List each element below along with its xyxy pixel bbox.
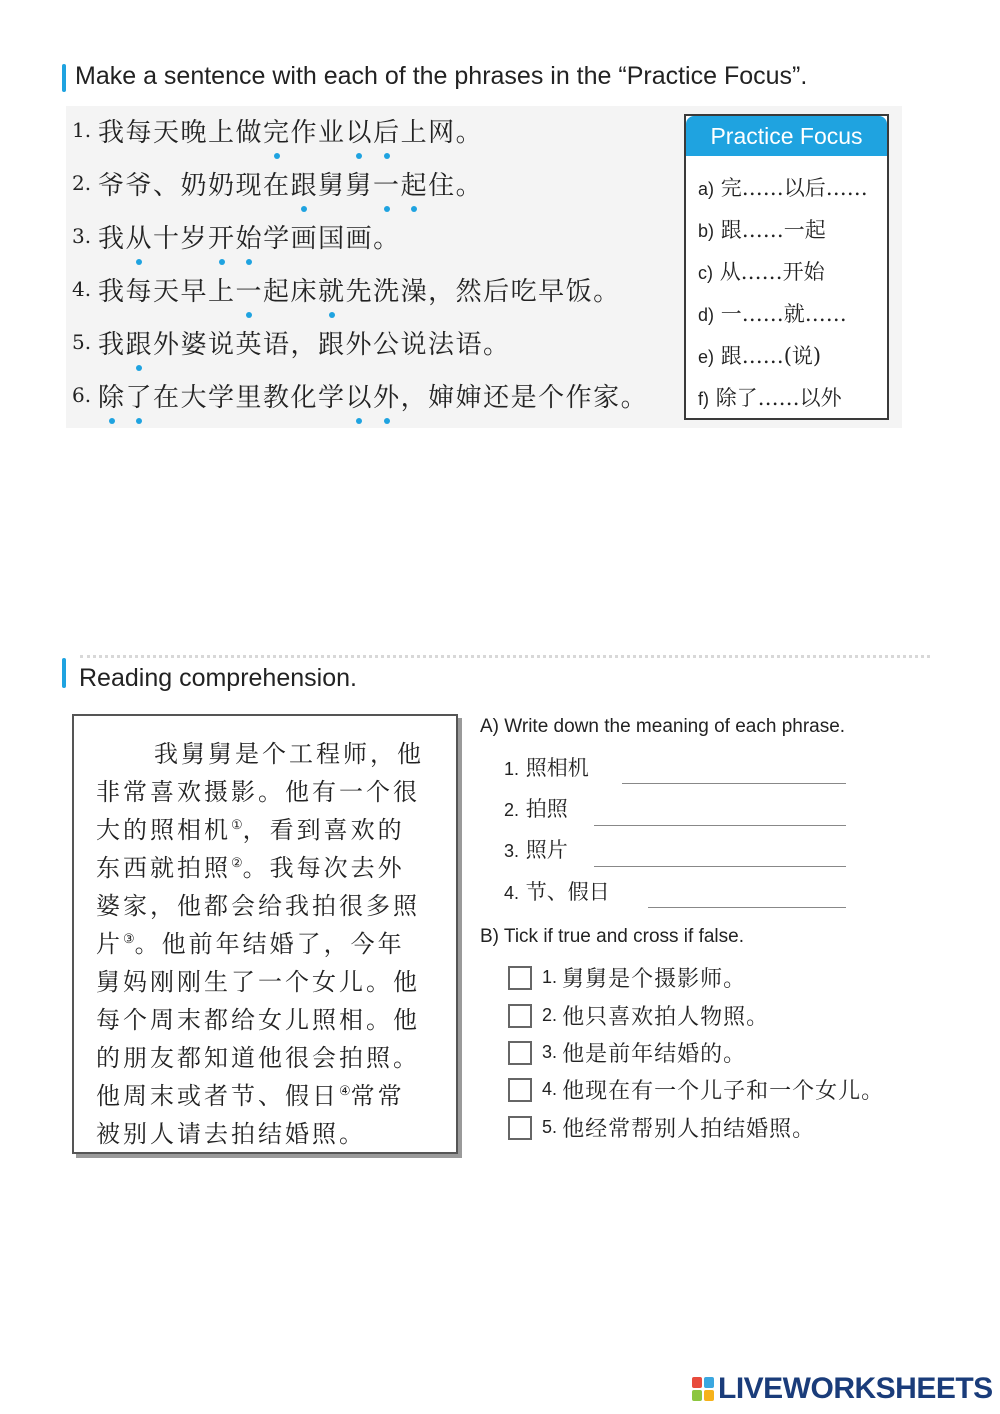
footnote-marker: ④ xyxy=(339,1084,351,1099)
tf-row-4: 4. 他现在有一个儿子和一个女儿。 xyxy=(508,1074,884,1105)
emphasized-char: 一 xyxy=(236,271,264,308)
tf-row-5: 5. 他经常帮别人拍结婚照。 xyxy=(508,1112,815,1143)
sentence-number: 3. xyxy=(72,224,92,248)
passage-line: 东西就拍照②。我每次去外 xyxy=(96,854,405,882)
sentence-text: 我每天早上一起床就先洗澡，然后吃早饭。 xyxy=(98,271,621,308)
checkbox[interactable] xyxy=(508,1041,532,1065)
sentence-5 xyxy=(72,324,682,377)
section1-heading: Make a sentence with each of the phrases in the “Practice Focus”. xyxy=(75,62,808,90)
reading-passage xyxy=(72,714,458,1154)
sentence-text: 爷爷、奶奶现在跟舅舅一起住。 xyxy=(98,165,483,202)
passage-line: 舅妈刚刚生了一个女儿。他 xyxy=(96,968,420,996)
logo-icon xyxy=(692,1377,714,1401)
passage-line: 非常喜欢摄影。他有一个很 xyxy=(96,778,420,806)
footnote-marker: ③ xyxy=(123,932,135,947)
practice-focus-box xyxy=(684,114,889,420)
section-divider xyxy=(80,655,930,660)
section2-heading: Reading comprehension. xyxy=(79,664,357,692)
phrase-row-3: 3. 照片 xyxy=(504,838,568,862)
emphasized-char: 就 xyxy=(318,271,346,308)
focus-item-f: f) 除了……以外 xyxy=(698,386,842,410)
sentence-1 xyxy=(72,112,682,165)
emphasized-char: 跟 xyxy=(126,324,154,361)
sentence-text: 我跟外婆说英语，跟外公说法语。 xyxy=(98,324,511,361)
emphasized-char: 从 xyxy=(126,218,154,255)
passage-line: 我舅舅是个工程师，他 xyxy=(154,740,424,768)
answer-line-2[interactable] xyxy=(594,825,846,826)
footnote-marker: ① xyxy=(231,818,243,833)
emphasized-char: 始 xyxy=(236,218,264,255)
logo-square xyxy=(692,1390,702,1401)
emphasized-char: 后 xyxy=(373,112,401,149)
phrase-row-2: 2. 拍照 xyxy=(504,797,568,821)
passage-line: 片③。他前年结婚了，今年 xyxy=(96,930,405,958)
checkbox[interactable] xyxy=(508,1004,532,1028)
sentence-number: 2. xyxy=(72,171,92,195)
sentence-text: 我每天晚上做完作业以后上网。 xyxy=(98,112,483,149)
sentence-number: 1. xyxy=(72,118,92,142)
footnote-marker: ② xyxy=(231,856,243,871)
passage-line: 大的照相机①，看到喜欢的 xyxy=(96,816,405,844)
sentence-text: 我从十岁开始学画国画。 xyxy=(98,218,401,255)
sentence-text: 除了在大学里教化学以外，婶婶还是个作家。 xyxy=(98,377,648,414)
sentence-6 xyxy=(72,377,682,430)
emphasized-char: 外 xyxy=(373,377,401,414)
checkbox[interactable] xyxy=(508,1116,532,1140)
emphasized-char: 完 xyxy=(263,112,291,149)
logo-square xyxy=(704,1377,714,1388)
sentence-number: 5. xyxy=(72,330,92,354)
section1-accent-bar xyxy=(62,64,66,92)
passage-line: 他周末或者节、假日④常常 xyxy=(96,1082,405,1110)
focus-item-e: e) 跟……(说) xyxy=(698,344,822,368)
logo-text: LIVEWORKSHEETS xyxy=(718,1372,993,1405)
phrase-row-4: 4. 节、假日 xyxy=(504,880,610,904)
sentence-number: 6. xyxy=(72,383,92,407)
logo-square xyxy=(692,1377,702,1388)
passage-line: 的朋友都知道他很会拍照。 xyxy=(96,1044,420,1072)
sentence-3 xyxy=(72,218,682,271)
section2-accent-bar xyxy=(62,658,66,688)
focus-item-d: d) 一……就…… xyxy=(698,302,847,326)
focus-item-c: c) 从……开始 xyxy=(698,260,825,284)
part-b-heading: B) Tick if true and cross if false. xyxy=(480,926,744,947)
emphasized-char: 以 xyxy=(346,112,374,149)
sentence-4 xyxy=(72,271,682,324)
focus-item-a: a) 完……以后…… xyxy=(698,176,868,200)
passage-line: 婆家，他都会给我拍很多照 xyxy=(96,892,420,920)
sentence-2 xyxy=(72,165,682,218)
emphasized-char: 起 xyxy=(401,165,429,202)
liveworksheets-logo xyxy=(692,1372,993,1406)
tf-row-2: 2. 他只喜欢拍人物照。 xyxy=(508,1000,769,1031)
emphasized-char: 了 xyxy=(126,377,154,414)
emphasized-char: 以 xyxy=(346,377,374,414)
emphasized-char: 开 xyxy=(208,218,236,255)
emphasized-char: 一 xyxy=(373,165,401,202)
answer-line-4[interactable] xyxy=(648,907,846,908)
passage-line: 每个周末都给女儿照相。他 xyxy=(96,1006,420,1034)
tf-row-1: 1. 舅舅是个摄影师。 xyxy=(508,962,746,993)
logo-square xyxy=(704,1390,714,1401)
phrase-row-1: 1. 照相机 xyxy=(504,756,589,780)
tf-row-3: 3. 他是前年结婚的。 xyxy=(508,1037,746,1068)
checkbox[interactable] xyxy=(508,966,532,990)
emphasized-char: 除 xyxy=(98,377,126,414)
example-sentences xyxy=(72,112,682,430)
sentence-number: 4. xyxy=(72,277,92,301)
focus-item-b: b) 跟……一起 xyxy=(698,218,826,242)
practice-focus-title: Practice Focus xyxy=(686,116,887,156)
answer-line-3[interactable] xyxy=(594,866,846,867)
answer-line-1[interactable] xyxy=(622,783,846,784)
emphasized-char: 跟 xyxy=(291,165,319,202)
passage-line: 被别人请去拍结婚照。 xyxy=(96,1120,366,1148)
checkbox[interactable] xyxy=(508,1078,532,1102)
part-a-heading: A) Write down the meaning of each phrase. xyxy=(480,716,846,737)
